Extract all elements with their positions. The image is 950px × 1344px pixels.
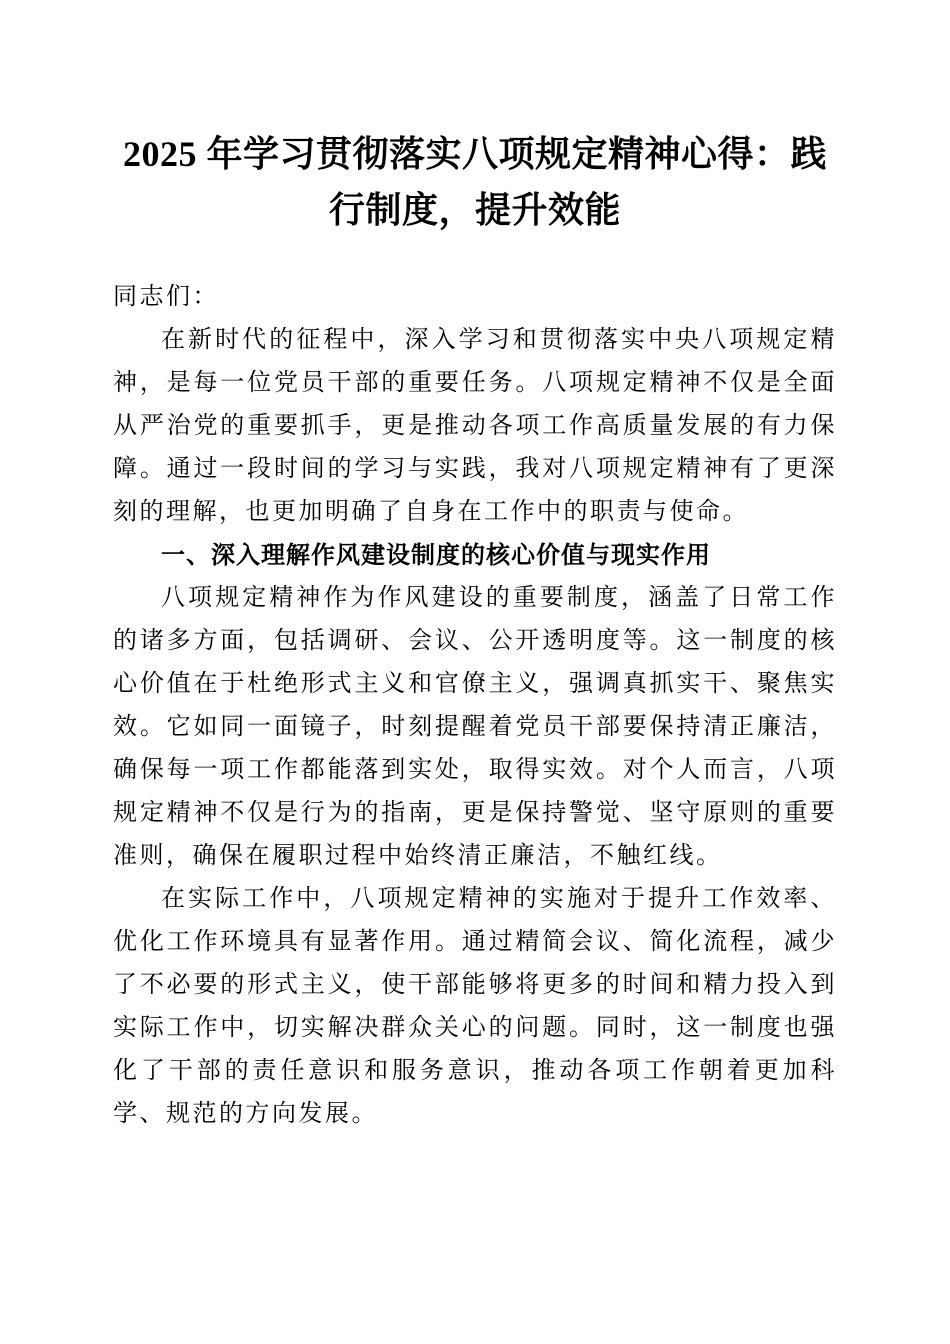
body-paragraph: 在实际工作中，八项规定精神的实施对于提升工作效率、优化工作环境具有显著作用。通过精简会议、简化流程，减少了不必要的形式主义，使干部能够将更多的时间和精力投入到实际工作中，切实解决群众关心的问题。同时，这一制度也强化了干部的责任意识和服务意识，推动各项工作朝着更加科学、规范的方向发展。 [113, 886, 837, 1127]
document-body [113, 319, 837, 1136]
salutation: 同志们： [113, 284, 219, 310]
document-title: 2025 年学习贯彻落实八项规定精神心得：践行制度，提升效能 [122, 134, 827, 230]
document-content [0, 126, 950, 1136]
body-paragraph: 在新时代的征程中，深入学习和贯彻落实中央八项规定精神，是每一位党员干部的重要任务。八项规定精神不仅是全面从严治党的重要抓手，更是推动各项工作高质量发展的有力保障。通过一段时间的学习与实践，我对八项规定精神有了更深刻的理解，也更加明确了自身在工作中的职责与使命。 [113, 327, 837, 525]
body-paragraph: 八项规定精神作为作风建设的重要制度，涵盖了日常工作的诸多方面，包括调研、会议、公开透明度等。这一制度的核心价值在于杜绝形式主义和官僚主义，强调真抓实干、聚焦实效。它如同一面镜子，时刻提醒着党员干部要保持清正廉洁，确保每一项工作都能落到实处，取得实效。对个人而言，八项规定精神不仅是行为的指南，更是保持警觉、坚守原则的重要准则，确保在履职过程中始终清正廉洁，不触红线。 [113, 585, 837, 869]
section-heading: 一、深入理解作风建设制度的核心价值与现实作用 [161, 542, 711, 569]
